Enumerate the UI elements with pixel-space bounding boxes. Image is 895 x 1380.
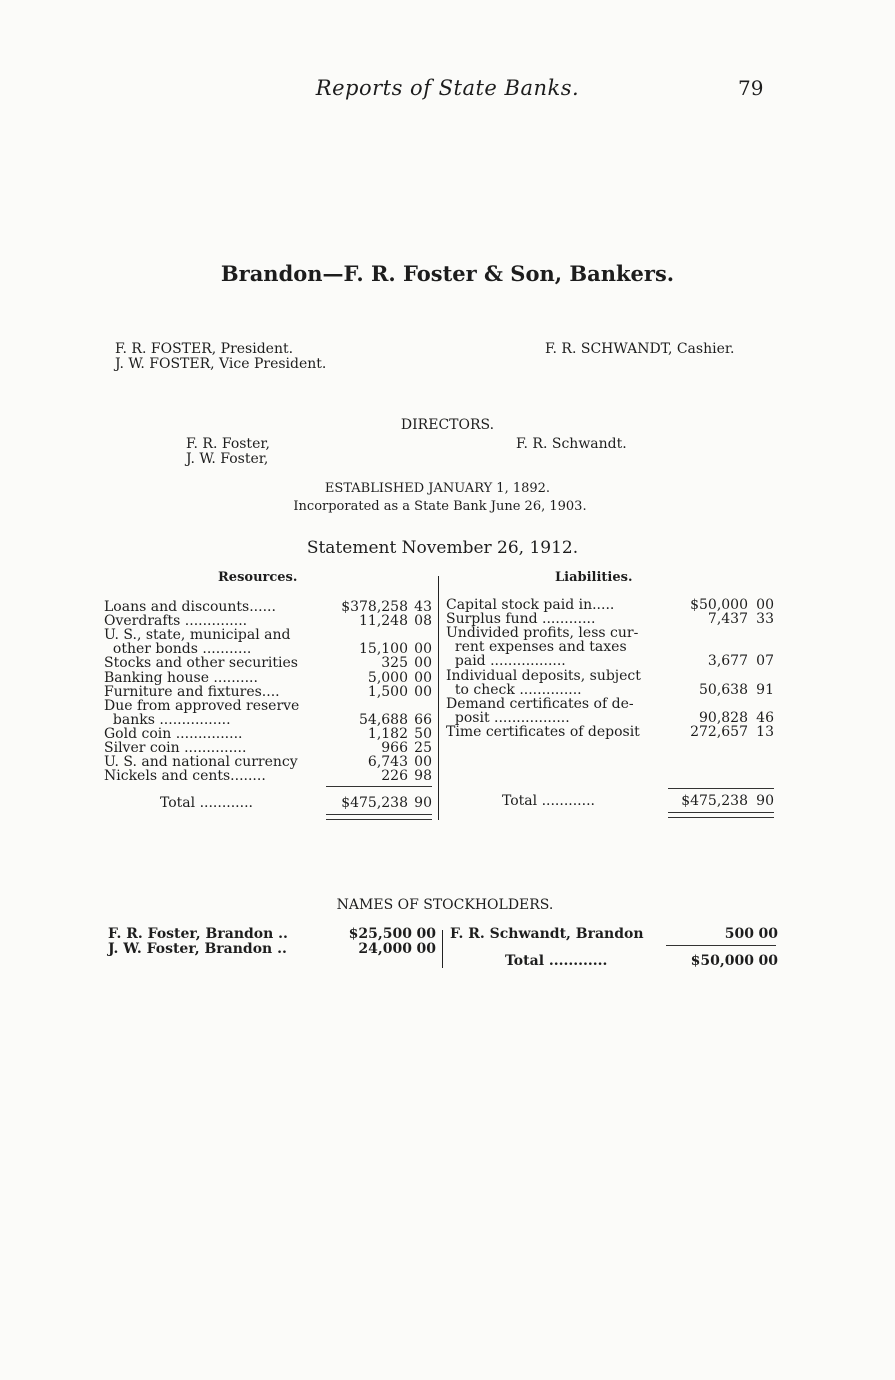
ledger-label: to check .............. [446,681,582,698]
ledger-cents: 00 [414,754,432,771]
stockholders-total-rule [666,945,776,946]
ledger-row [104,699,434,713]
ledger-row [104,614,434,628]
ledger-dollars: 272,657 [690,723,748,740]
director-name: J. W. Foster, [186,451,269,467]
officer-cashier: F. R. SCHWANDT, Cashier. [545,341,735,357]
ledger-label: Loans and discounts...... [104,599,276,615]
ledger-label: Furniture and fixtures.... [104,683,280,700]
ledger-cents: 07 [756,653,774,670]
ledger-row [450,927,780,941]
ledger-cents: 33 [756,611,774,628]
ledger-label: other bonds ........... [104,641,252,658]
officer-president: F. R. FOSTER, President. [115,341,294,357]
ledger-dollars: 325 [381,655,408,672]
ledger-dollars: 3,677 [707,653,748,670]
total-label: Total ............ [505,953,608,969]
total-cents: 90 [756,793,774,809]
resources-ledger [104,600,434,830]
ledger-row [446,640,776,654]
total-cents: 00 [758,953,778,969]
ledger-row [108,927,438,941]
ledger-dollars: 6,743 [367,754,408,771]
ledger-label: Surplus fund ............ [446,611,596,628]
ledger-row [104,671,434,685]
ledger-label: Demand certificates of de- [446,695,634,712]
directors-left [186,437,270,467]
ledger-cents: 91 [756,681,774,698]
ledger-cents: 00 [414,669,432,686]
officers-left [115,342,326,372]
ledger-cents: 25 [414,740,432,756]
officers-right [545,342,734,357]
ledger-row [446,711,776,725]
column-divider [438,576,439,820]
running-title: Reports of State Banks. [315,76,580,100]
ledger-row [446,626,776,640]
director-name: F. R. Foster, [186,436,270,452]
ledger-label: Time certificates of deposit [446,723,640,740]
ledger-label: F. R. Schwandt, Brandon [450,926,644,942]
bank-title: Brandon—F. R. Foster & Son, Bankers. [220,261,675,286]
ledger-label: Stocks and other securities [104,655,298,672]
total-row [450,954,780,968]
ledger-row [446,654,776,668]
ledger-row [108,942,438,956]
total-label: Total ............ [502,793,595,809]
ledger-row [446,697,776,711]
ledger-cents: 00 [758,926,778,942]
total-cents: 90 [414,795,432,812]
ledger-cents: 00 [414,641,432,658]
ledger-label: Gold coin ............... [104,725,243,742]
total-row [446,794,776,808]
directors-heading: DIRECTORS. [400,417,495,433]
stockholders-left [108,927,438,961]
ledger-label: Undivided profits, less cur- [446,625,639,642]
total-dollars: $50,000 [690,953,754,969]
ledger-dollars: 50,638 [699,681,748,698]
ledger-dollars: 54,688 [359,711,408,728]
directors-right [516,437,627,452]
ledger-row [104,769,434,783]
ledger-dollars: 966 [381,740,408,756]
ledger-label: banks ................ [104,711,231,728]
ledger-row [104,656,434,670]
stockholders-heading: NAMES OF STOCKHOLDERS. [336,897,554,913]
ledger-cents: 08 [414,613,432,630]
ledger-label: F. R. Foster, Brandon .. [108,926,288,942]
ledger-row [104,685,434,699]
ledger-cents: 46 [756,709,774,726]
ledger-label: rent expenses and taxes [446,639,627,656]
total-double-rule [668,812,774,818]
subtotal-rule [326,786,432,787]
ledger-dollars: $378,258 [341,599,408,615]
total-dollars: $475,238 [681,793,748,809]
statement-title: Statement November 26, 1912. [306,538,579,558]
ledger-row [446,669,776,683]
ledger-dollars: 226 [381,768,408,785]
ledger-cents: 50 [414,725,432,742]
ledger-row [446,612,776,626]
established-line: ESTABLISHED JANUARY 1, 1892. [324,481,551,496]
ledger-label: Individual deposits, subject [446,667,641,684]
liabilities-heading: Liabilities. [555,570,633,585]
ledger-cents: 43 [414,599,432,615]
ledger-cents: 98 [414,768,432,785]
ledger-row [104,755,434,769]
resources-heading: Resources. [218,570,298,585]
ledger-row [446,598,776,612]
ledger-row [446,725,776,739]
ledger-dollars: 90,828 [699,709,748,726]
liabilities-ledger [446,598,776,828]
ledger-label: Capital stock paid in..... [446,597,615,613]
ledger-label: posit ................. [446,709,570,726]
ledger-dollars: 5,000 [367,669,408,686]
ledger-dollars: 24,000 [358,941,412,957]
ledger-row [104,713,434,727]
ledger-cents: 00 [416,941,436,957]
ledger-dollars: 1,182 [367,725,408,742]
ledger-dollars: $25,500 [348,926,412,942]
ledger-label: paid ................. [446,653,566,670]
ledger-label: Banking house .......... [104,669,258,686]
ledger-label: Nickels and cents........ [104,768,266,785]
ledger-row [446,683,776,697]
ledger-dollars: 1,500 [367,683,408,700]
ledger-cents: 00 [414,683,432,700]
incorporated-line: Incorporated as a State Bank June 26, 1903. [293,499,587,514]
ledger-row [104,727,434,741]
total-label: Total ............ [160,795,253,812]
ledger-row [104,628,434,642]
ledger-row [104,600,434,614]
ledger-label: Due from approved reserve [104,697,300,714]
ledger-row [104,741,434,755]
ledger-dollars: 11,248 [359,613,408,630]
ledger-dollars: 7,437 [707,611,748,628]
ledger-label: Overdrafts .............. [104,613,248,630]
ledger-label: U. S. and national currency [104,754,298,771]
total-row [104,796,434,810]
page-number: 79 [738,76,764,100]
ledger-cents: 00 [416,926,436,942]
ledger-label: Silver coin .............. [104,740,247,756]
ledger-cents: 00 [414,655,432,672]
director-name: F. R. Schwandt. [516,436,627,452]
ledger-row [104,642,434,656]
stockholders-divider [442,930,443,968]
total-double-rule [326,814,432,820]
ledger-cents: 66 [414,711,432,728]
ledger-dollars: 500 [724,926,754,942]
ledger-cents: 00 [756,597,774,613]
subtotal-rule [668,788,774,789]
ledger-label: U. S., state, municipal and [104,627,291,644]
ledger-dollars: 15,100 [359,641,408,658]
officer-vice-president: J. W. FOSTER, Vice President. [115,356,327,372]
ledger-dollars: $50,000 [690,597,748,613]
ledger-label: J. W. Foster, Brandon .. [108,941,287,957]
stockholders-right [450,927,780,971]
ledger-cents: 13 [756,723,774,740]
total-dollars: $475,238 [341,795,408,812]
